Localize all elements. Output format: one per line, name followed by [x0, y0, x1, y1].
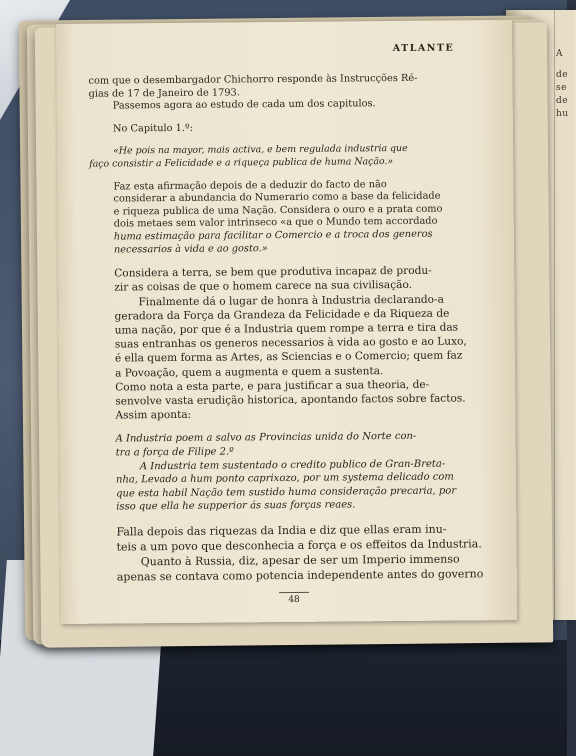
- text-line: huma estimação para facilitar o Comercio e a troca dos generos: [113, 228, 433, 243]
- page-body: [88, 72, 484, 584]
- facing-fragment: A: [556, 49, 563, 59]
- quote-1: [92, 430, 465, 515]
- text-line: faço consistir a Felicidade e a riqueça publica de huma Nação.»: [89, 156, 394, 170]
- text-line: apenas se contava como potencia independente antes do governo: [116, 567, 484, 584]
- paragraph-0: [88, 72, 460, 100]
- text-line: suas entranhas os generos necessarios à vida ao gosto e ao Luxo,: [114, 335, 467, 351]
- page-number: 48: [279, 592, 309, 605]
- facing-fragment: de: [556, 70, 569, 80]
- text-line: Falla depois das riquezas da India e diz que ellas eram inu-: [116, 522, 447, 539]
- text-line: dois metaes sem valor intrinseco «a que o Mundo tem accordado: [113, 216, 438, 230]
- text-line: nha, Levado a hum ponto caprixozo, por um systema delicado com: [115, 471, 454, 486]
- running-head: ATLANTE: [392, 42, 455, 55]
- text-line: Assim aponta:: [115, 408, 192, 422]
- book-page: [56, 20, 517, 624]
- quote-0: [89, 143, 461, 171]
- text-line: A Industria tem sustentado o credito publico de Gran-Breta-: [139, 458, 446, 472]
- text-line: é ella quem forma as Artes, as Sciencias e o Comercio; quem faz: [114, 349, 463, 365]
- text-line: teis a um povo que desconhecia a força e os effeitos da Industria.: [116, 537, 482, 554]
- paragraph-5: [90, 264, 467, 381]
- text-line: com que o desembargador Chichorro responde às Instrucções Ré-: [88, 72, 418, 87]
- text-line: Como nota a esta parte, e para justificar a sua theoria, de-: [115, 378, 430, 394]
- text-line: A Industria poem a salvo as Provincias unida do Norte con-: [115, 431, 417, 445]
- paragraph-8: [92, 521, 484, 584]
- text-line: que esta habil Nação tem sustido huma consideração precaria, por: [116, 485, 457, 500]
- text-line: e riqueza publica de uma Nação. Considera o ouro e a prata como: [113, 203, 443, 218]
- text-line: zir as coisas de que o homem carece na sua civilisação.: [114, 279, 413, 294]
- facing-page-text: [556, 48, 569, 121]
- text-line: geradora da Força da Grandeza da Felicidade e da Riqueza de: [114, 307, 450, 323]
- text-line: considerar a abundancia do Numerario como a base da felicidade: [113, 190, 441, 205]
- text-line: Faz esta afirmação depois de a deduzir do facto de não: [113, 178, 387, 193]
- text-line: isso que ella he supperior ás suas forças reaes.: [116, 499, 356, 513]
- text-line: Considera a terra, se bem que produtiva incapaz de produ-: [114, 264, 432, 280]
- text-line: gias de 17 de Janeiro de 1793.: [88, 86, 240, 100]
- paragraph-6: [91, 377, 466, 423]
- text-line: senvolve vasta erudição historica, apontando factos sobre factos.: [115, 392, 466, 408]
- text-line: tra a força de Filipe 2.º: [115, 446, 234, 459]
- text-line: Finalmente dá o lugar de honra à Industria declarando-a: [138, 293, 444, 308]
- text-line: Passemos agora ao estudo de cada um dos capitulos.: [112, 98, 376, 112]
- text-line: Quanto à Russia, diz, apesar de ser um Imperio immenso: [140, 552, 460, 569]
- text-line: necessarios à vida e ao gosto.»: [113, 242, 268, 256]
- text-line: «He pois na mayor, mais activa, e bem regulada industria que: [113, 143, 408, 157]
- text-line: No Capitulo 1.º:: [112, 122, 193, 135]
- facing-fragment: de: [556, 96, 569, 106]
- text-line: a Povoação, quem a augmenta e quem a sustenta.: [114, 364, 384, 380]
- facing-fragment: hu: [556, 109, 569, 119]
- facing-fragment: se: [556, 83, 567, 93]
- text-line: uma nação, por que é a Industria quem rompe a terra e tira das: [114, 321, 459, 337]
- paragraph-4: [89, 178, 462, 257]
